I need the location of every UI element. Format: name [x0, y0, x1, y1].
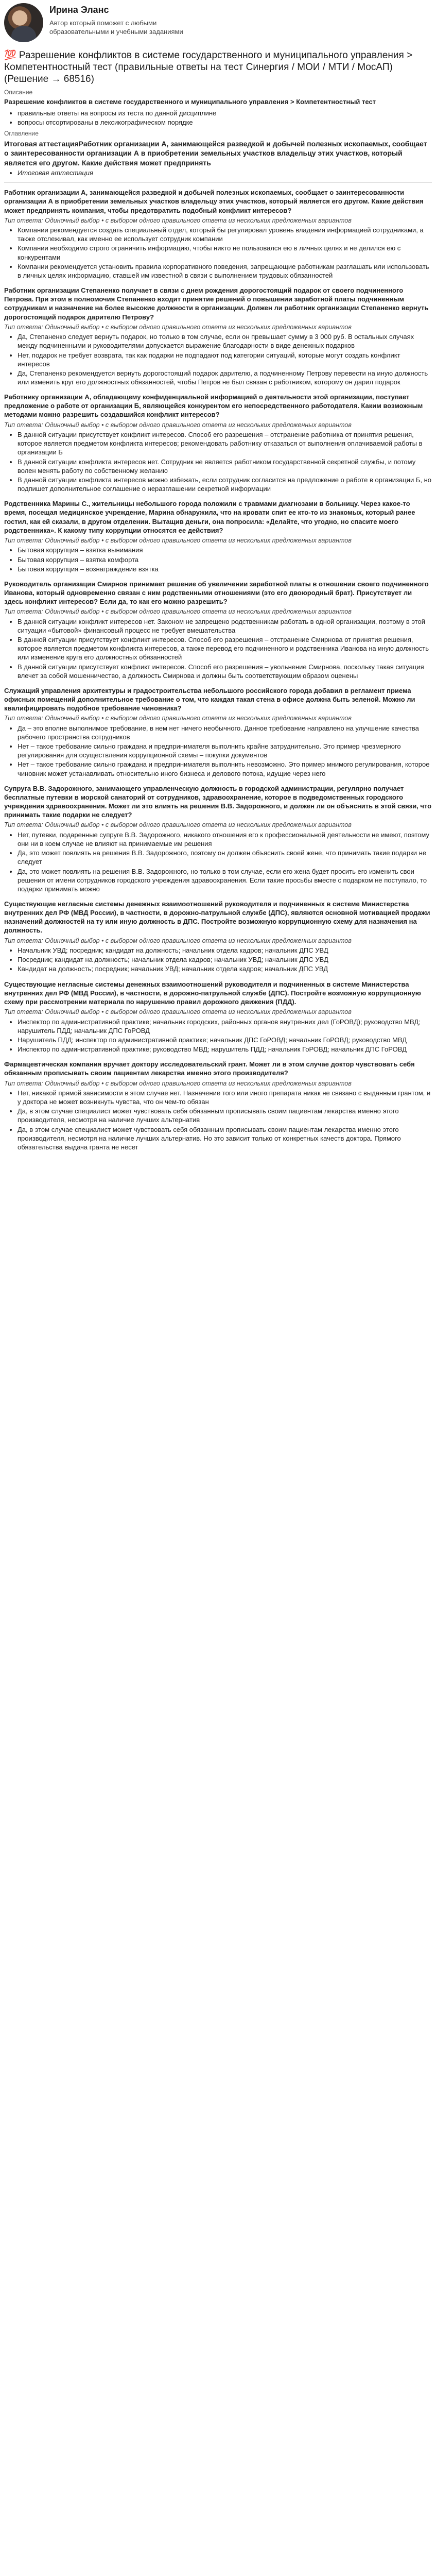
answer-option: • Бытовая коррупция – взятка комфорта — [18, 555, 432, 564]
answer-list — [4, 831, 432, 893]
answer-option: • Нет – такое требование сильно граждана и предпринимателя выполнить невозможно. Это пример мнимого регулирования, которое чиновник может устанавливать относительно иного бизнеса и делового потока, идущие через него — [18, 760, 432, 777]
answer-option: • Инспектор по административной практике; начальник городских, районных органов внутренних дел (ГоРОВД); руководство МВД; нарушитель ПДД; начальник ДПС ГоРОВД — [18, 1018, 432, 1035]
questions-list — [4, 188, 432, 1151]
author-card — [4, 2, 432, 45]
answer-option: • В данной ситуации конфликта интересов можно избежать, если сотрудник согласится на предложение о работе в организации Б, но подпишет дополнительное соглашение о неразглашении секретной информации — [18, 476, 432, 493]
answer-list — [4, 1018, 432, 1054]
author-avatar[interactable] — [4, 3, 43, 42]
answer-option: • Да, это может повлиять на решения В.В. Задорожного, поэтому он должен объяснить своей жене, что принимать такие подарки не следует — [18, 849, 432, 866]
answer-option: • Бытовая коррупция – вознаграждение взятка — [18, 565, 432, 573]
answer-option: • Нет, никакой прямой зависимости в этом случае нет. Назначение того или иного препарата никак не связано с выданным грантом, и у доктора не может возникнуть чувства, что он чем-то обязан — [18, 1089, 432, 1106]
answer-option: • Посредник; кандидат на должность; начальник отдела кадров; начальник УВД; начальник ДПС УВД — [18, 955, 432, 964]
page-title: 💯 Разрешение конфликтов в системе государственного и муниципального управления > Компетентностный тест (правильные ответы на тест Синергия / МОИ / МТИ / МосАП) (Решение → 68516) — [4, 50, 413, 85]
answer-list — [4, 546, 432, 573]
answer-option: • В данной ситуации присутствует конфликт интересов. Способ его разрешения – отстранение Смирнова от принятия решения, которое является предметом конфликта интересов, а также перевод его подчиненного и родственника Иванова на иную должность или изменение круга его должностных обязанностей — [18, 635, 432, 662]
question-block — [4, 784, 432, 893]
question-block — [4, 686, 432, 778]
answer-option: • Да, Степаненко следует вернуть подарок, но только в том случае, если он превышает сумму в 3 000 руб. В остальных случаях между подчиненными и руководителями допускается выражение благодарности в виде денежных подарков — [18, 332, 432, 350]
answer-list — [4, 1089, 432, 1151]
answer-type: Тип ответа: Одиночный выбор • с выбором одного правильного ответа из нескольких предложенных вариантов — [4, 1079, 352, 1087]
answer-type: Тип ответа: Одиночный выбор • с выбором одного правильного ответа из нескольких предложенных вариантов — [4, 715, 352, 722]
answer-option: • Компании рекомендуется создать специальный отдел, который бы регулировал уровень владения информацией сотрудниками, а также отслеживал, как именно ее использует сотрудник компании — [18, 226, 432, 243]
description-item: • вопросы отсортированы в лексикографическом порядке — [18, 118, 432, 127]
question-text: Фармацевтическая компания вручает доктору исследовательский грант. Может ли в этом случае доктор чувствовать себя обязанным прописывать своим пациентам лекарства именно этого производителя? — [4, 1060, 415, 1077]
question-block — [4, 393, 432, 493]
answer-option: • Кандидат на должность; посредник; начальник УВД; начальник отдела кадров; начальник ДПС УВД — [18, 964, 432, 973]
description-label: Описание — [4, 88, 33, 96]
answer-option: • Да, это может повлиять на решения В.В. Задорожного, но только в том случае, если его жена будет просить его изменить свои решения от имени сотрудников городского учреждения здравоохранения. Если такие просьбы вместе с подарком не поступало, то подарки принимать можно — [18, 867, 432, 893]
answer-type: Тип ответа: Одиночный выбор • с выбором одного правильного ответа из нескольких предложенных вариантов — [4, 937, 352, 944]
question-block — [4, 286, 432, 386]
description-item: • правильные ответы на вопросы из теста по данной дисциплине — [18, 109, 432, 117]
author-description: Автор который поможет с любыми образовательными и учебными заданиями — [49, 19, 183, 36]
document-page — [0, 0, 436, 1168]
answer-option: • В данной ситуации присутствует конфликт интересов. Способ его разрешения – увольнение Смирнова, поскольку такая ситуация влечет за собой мошенничество, а должность Смирнова и должны быть соответствующим образом оценены — [18, 663, 432, 680]
answer-option: • Начальник УВД; посредник; кандидат на должность; начальник отдела кадров; начальник ДПС УВД — [18, 946, 432, 955]
answer-option: • Компании необходимо строго ограничить информацию, чтобы никто не пользовался ею в личных целях и не делился ею с конкурентами — [18, 244, 432, 261]
answer-type: Тип ответа: Одиночный выбор • с выбором одного правильного ответа из нескольких предложенных вариантов — [4, 216, 352, 224]
answer-type: Тип ответа: Одиночный выбор • с выбором одного правильного ответа из нескольких предложенных вариантов — [4, 536, 352, 544]
answer-option: • Бытовая коррупция – взятка вынимания — [18, 546, 432, 554]
answer-type: Тип ответа: Одиночный выбор • с выбором одного правильного ответа из нескольких предложенных вариантов — [4, 1008, 352, 1016]
question-text: Родственника Марины С., жительницы небольшого города положили с травмами диагнозами в больницу. Через какое-то время, посещая медицинское учреждение, Марина обнаружила, что на кровати спит ее кто-то из знакомых, который ранее гостил, как ей сказали, в другом отделении. Вытащив деньги, она попросила: «Делайте, что угодно, но спасите моего родственника». К какому типу коррупции относятся ее действия? — [4, 500, 415, 534]
question-text: Служащий управления архитектуры и градостроительства небольшого российского города добавил в регламент приема офисных помещений дополнительное требование о том, что каждая такая стена в офисе должна быть зеленой. Можно ли квалифицировать подобное требование чиновника? — [4, 686, 415, 713]
divider — [4, 182, 432, 183]
contents-item[interactable]: • Итоговая аттестация — [18, 168, 432, 177]
description-list — [4, 109, 432, 127]
answer-option: • Компании рекомендуется установить правила корпоративного поведения, запрещающие работникам разглашать или использовать в личных целях информацию, ставшей им известной в связи с выполнением трудовых обязанностей — [18, 262, 432, 280]
question-block — [4, 499, 432, 573]
question-block — [4, 188, 432, 280]
answer-option: • Нет – такое требование сильно граждана и предпринимателя выполнить крайне затруднительно. Это пример чрезмерного регулирования для осуществления коррупционной схемы – покупки документов — [18, 742, 432, 759]
contents-list — [4, 168, 432, 177]
question-block — [4, 980, 432, 1054]
answer-list — [4, 430, 432, 493]
question-text: Существующие негласные системы денежных взаимоотношений руководителя и подчиненных в системе Министерства внутренних дел РФ (МВД России), в частности, в дорожно-патрульной службе (ДПС), являются основной мотивацией продажи назначений должностей на ту или иную должность в ДПС. Постройте возможную коррупционную схему для назначения на должность. — [4, 900, 430, 935]
answer-option: • Инспектор по административной практике; руководство МВД; нарушитель ПДД; начальник ГоРОВД; начальник ДПС ГоРОВД — [18, 1045, 432, 1054]
answer-option: • В данной ситуации присутствует конфликт интересов. Способ его разрешения – отстранение работника от принятия решения, которое является предметом конфликта интересов; рекомендовать работнику отказаться от выполнения оплачиваемой работы в организации Б — [18, 430, 432, 456]
question-block — [4, 580, 432, 680]
answer-type: Тип ответа: Одиночный выбор • с выбором одного правильного ответа из нескольких предложенных вариантов — [4, 323, 352, 331]
answer-list — [4, 617, 432, 680]
contents-label: Оглавление — [4, 129, 39, 137]
answer-option: • В данной ситуации конфликт интересов нет. Законом не запрещено родственникам работать в одной организации, поэтому в этой ситуации «бытовой» финансовый процесс не требует вмешательства — [18, 617, 432, 635]
author-name[interactable]: Ирина Эланс — [49, 5, 109, 15]
question-text: Существующие негласные системы денежных взаимоотношений руководителя и подчиненных в системе Министерства внутренних дел РФ (МВД России), в частности, в дорожно-патрульной службе (ДПС). Постройте возможную коррупционную схему при рассмотрении материала по нарушению правил дорожного движения (ПДД). — [4, 980, 421, 1006]
answer-list — [4, 724, 432, 778]
description-text: Разрешение конфликтов в системе государственного и муниципального управления > Компетентностный тест — [4, 98, 376, 106]
question-text: Супруга В.В. Задорожного, занимающего управленческую должность в городской администрации, регулярно получает бесплатные путевки в морской санаторий от сотрудников, здравоохранение, которое в подведомственных городского учреждения здравоохранения. Может ли это влиять на решения В.В. Задорожного, и должен ли он объяснить в этой связи, что принимать такие подарки не следует? — [4, 784, 432, 819]
answer-list — [4, 946, 432, 973]
answer-option: • Нет, путевки, подаренные супруге В.В. Задорожного, никакого отношения его к профессиональной деятельности не имеют, поэтому они ни в коем случае не влияют на принимаемые им решения — [18, 831, 432, 848]
answer-option: • Да, Степаненко рекомендуется вернуть дорогостоящий подарок дарителю, а подчиненному Петрову перевести на иную должность или изменить круг его должностных обязанностей, чтобы Петров не был связан с работником, которому он дарил подарок — [18, 369, 432, 386]
answer-option: • Нарушитель ПДД; инспектор по административной практике; начальник ДПС ГоРОВД; начальник ГоРОВД; руководство МВД — [18, 1036, 432, 1044]
question-text: Работник организации Степаненко получает в связи с днем рождения дорогостоящий подарок от своего подчиненного Петрова. При этом в полномочия Степаненко входит принятие решений о повышении заработной платы подчиненным сотрудникам и назначение на более высокие должности в организации. Должен ли работник организации Степаненко вернуть дорогостоящий подарок дарителю Петрову? — [4, 286, 429, 321]
answer-option: • Да – это вполне выполнимое требование, в нем нет ничего необычного. Данное требование направлено на улучшение качества рабочего пространства сотрудников — [18, 724, 432, 741]
question-block — [4, 1060, 432, 1151]
question-text: Работнику организации А, обладающему конфиденциальной информацией о деятельности этой организации, поступает предложение о работе от организации Б, являющейся конкурентом его непосредственного работодателя. Каким возможным методами можно разрешить создавшийся конфликт интересов? — [4, 393, 423, 419]
answer-type: Тип ответа: Одиночный выбор • с выбором одного правильного ответа из нескольких предложенных вариантов — [4, 821, 352, 829]
question-text: Руководитель организации Смирнов принимает решение об увеличении заработной платы в отношении своего подчиненного Иванова, который одновременно связан с ним родственными отношениями (это его двоюродный брат). Присутствует ли здесь конфликт интересов? Если да, то как его можно разрешить? — [4, 580, 429, 606]
answer-type: Тип ответа: Одиночный выбор • с выбором одного правильного ответа из нескольких предложенных вариантов — [4, 421, 352, 429]
answer-option: • В данной ситуации конфликта интересов нет. Сотрудник не является работником государственной секретной службы, и потому волен менять работу по собственному желанию — [18, 457, 432, 475]
question-block — [4, 900, 432, 974]
answer-option: • Да, в этом случае специалист может чувствовать себя обязанным прописывать своим пациентам лекарства именно этого производителя, несмотря на наличие лучших альтернатив — [18, 1107, 432, 1124]
answer-type: Тип ответа: Одиночный выбор • с выбором одного правильного ответа из нескольких предложенных вариантов — [4, 608, 352, 616]
answer-list — [4, 332, 432, 386]
answer-option: • Да, в этом случае специалист может чувствовать себя обязанным прописывать своим пациентам лекарства именно этого производителя, несмотря на наличие лучших альтернатив. Но это зависит только от конкретных качеств доктора. Прямого обязательства выдача гранта не несет — [18, 1125, 432, 1151]
question-text: Работник организации А, занимающейся разведкой и добычей полезных ископаемых, сообщает о заинтересованности организации А в приобретении земельных участков владельцу этих участков, который является его другом. Какие действия может предпринять компания, чтобы предотвратить подобный конфликт интересов? — [4, 189, 424, 214]
answer-list — [4, 226, 432, 280]
author-info — [49, 3, 183, 36]
answer-option: • Нет, подарок не требует возврата, так как подарки не подпадают под категории ситуаций, которые могут создать конфликт интересов — [18, 351, 432, 368]
contents-heading: Итоговая аттестацияРаботник организации А, занимающейся разведкой и добычей полезных ископаемых, сообщает о заинтересованности организации А в приобретении земельных участков владельцу этих участков, который является его другом. Какие действия может предпринять — [4, 139, 427, 167]
